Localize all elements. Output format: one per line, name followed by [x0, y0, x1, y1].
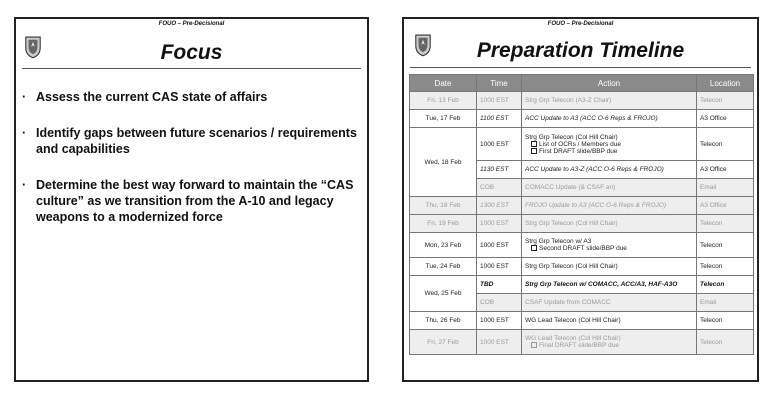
col-header-location: Location — [697, 75, 754, 92]
action-cell — [522, 233, 697, 258]
date-cell: Wed, 18 Feb — [410, 128, 477, 197]
location-cell: Telecon — [697, 258, 754, 276]
timeline-slide — [402, 17, 759, 382]
col-header-time: Time — [477, 75, 522, 92]
action-cell: WG Lead Telecon (Col Hill Chair) — [522, 312, 697, 330]
bullet-text: Identify gaps between future scenarios / requirements and capabilities — [36, 126, 357, 156]
action-cell: Strg Grp Telecon (Col Hill Chair) — [522, 215, 697, 233]
action-cell: ACC Update to A3-Z (ACC O-6 Reps & FROJO) — [522, 161, 697, 179]
time-cell: TBD — [477, 276, 522, 294]
date-cell: Thu, 26 Feb — [410, 312, 477, 330]
location-cell: Telecon — [697, 330, 754, 355]
location-cell: Telecon — [697, 215, 754, 233]
time-cell: 1000 EST — [477, 258, 522, 276]
time-cell: 1000 EST — [477, 128, 522, 161]
location-cell: Email — [697, 179, 754, 197]
checkbox-icon — [531, 245, 537, 251]
action-cell: Strg Grp Telecon w/ COMACC, ACC/A3, HAF-A3O — [522, 276, 697, 294]
time-cell: 1130 EST — [477, 161, 522, 179]
location-cell: Telecon — [697, 276, 754, 294]
action-text: Strg Grp Telecon w/ A3 — [525, 238, 592, 245]
time-cell: 1300 EST — [477, 197, 522, 215]
col-header-action: Action — [522, 75, 697, 92]
action-cell: Strg Grp Telecon (Col Hill Chair) — [522, 258, 697, 276]
table-row — [410, 276, 754, 294]
location-cell: Email — [697, 294, 754, 312]
checkbox-icon — [531, 148, 537, 154]
location-cell: Telecon — [697, 233, 754, 258]
checkbox-icon — [531, 342, 537, 348]
fouo-marking: FOUO – Pre-Decisional — [547, 21, 614, 27]
date-cell: Fri, 13 Feb — [410, 92, 477, 110]
table-row — [410, 330, 754, 355]
bullet-list — [22, 89, 357, 245]
location-cell: Telecon — [697, 128, 754, 161]
date-cell: Thu, 18 Feb — [410, 197, 477, 215]
fouo-marking: FOUO – Pre-Decisional — [158, 21, 225, 27]
date-cell: Wed, 25 Feb — [410, 276, 477, 312]
action-cell: CSAF Update from COMACC — [522, 294, 697, 312]
time-cell: 1000 EST — [477, 312, 522, 330]
timeline-table — [409, 74, 754, 355]
checkbox-icon — [531, 141, 537, 147]
col-header-date: Date — [410, 75, 477, 92]
time-cell: 1100 EST — [477, 110, 522, 128]
location-cell: A3 Office — [697, 197, 754, 215]
sub-item-text: List of OCRs / Members due — [539, 140, 621, 148]
table-row — [410, 110, 754, 128]
action-cell — [522, 330, 697, 355]
bullet-item: · Assess the current CAS state of affairs — [22, 90, 268, 104]
bullet-item: · Identify gaps between future scenarios / requirements and capabilities — [22, 126, 357, 156]
action-text: Strg Grp Telecon (Col Hill Chair) — [525, 133, 618, 141]
action-cell: COMACC Update (& CSAF an) — [522, 179, 697, 197]
table-header-row — [410, 75, 754, 92]
time-cell: 1000 EST — [477, 92, 522, 110]
action-cell: Strg Grp Telecon (A3-Z Chair) — [522, 92, 697, 110]
time-cell: COB — [477, 294, 522, 312]
title-divider — [22, 68, 361, 69]
table-row — [410, 128, 754, 161]
location-cell: A3 Office — [697, 161, 754, 179]
time-cell: 1000 EST — [477, 215, 522, 233]
sub-item — [525, 148, 693, 155]
table-row — [410, 215, 754, 233]
title-divider — [410, 67, 751, 68]
action-cell: FROJO Update to A3 (ACC O-6 Reps & FROJO) — [522, 197, 697, 215]
location-cell: Telecon — [697, 92, 754, 110]
bullet-text: Determine the best way forward to maintain the “CAS culture” as we transition from the A-10 and legacy weapons to a modernized force — [36, 178, 354, 224]
time-cell: COB — [477, 179, 522, 197]
sub-item — [525, 141, 693, 148]
slide-title: Focus — [160, 41, 223, 64]
action-cell: ACC Update to A3 (ACC O-6 Reps & FROJO) — [522, 110, 697, 128]
bullet-item: · Determine the best way forward to maintain the “CAS culture” as we transition from the A-10 and legacy weapons to a modernized force — [22, 178, 354, 224]
time-cell: 1000 EST — [477, 330, 522, 355]
focus-slide — [14, 17, 369, 382]
table-row — [410, 233, 754, 258]
table-row — [410, 92, 754, 110]
location-cell: Telecon — [697, 312, 754, 330]
time-cell: 1000 EST — [477, 233, 522, 258]
sub-item-text: Final DRAFT slide/BBP due — [539, 342, 619, 349]
location-cell: A3 Office — [697, 110, 754, 128]
slide-title: Preparation Timeline — [476, 39, 685, 62]
sub-item-text: Second DRAFT slide/BBP due — [539, 245, 627, 252]
date-cell: Fri, 19 Feb — [410, 215, 477, 233]
sub-item-text: First DRAFT slide/BBP due — [539, 147, 618, 155]
table-row — [410, 312, 754, 330]
action-text: WG Lead Telecon (Col Hill Chair) — [525, 335, 621, 342]
action-cell — [522, 128, 697, 161]
bullet-text: Assess the current CAS state of affairs — [36, 90, 268, 104]
date-cell: Fri, 27 Feb — [410, 330, 477, 355]
date-cell: Tue, 24 Feb — [410, 258, 477, 276]
sub-item — [525, 245, 693, 252]
date-cell: Tue, 17 Feb — [410, 110, 477, 128]
date-cell: Mon, 23 Feb — [410, 233, 477, 258]
sub-item — [525, 342, 693, 349]
table-row — [410, 197, 754, 215]
table-row — [410, 258, 754, 276]
